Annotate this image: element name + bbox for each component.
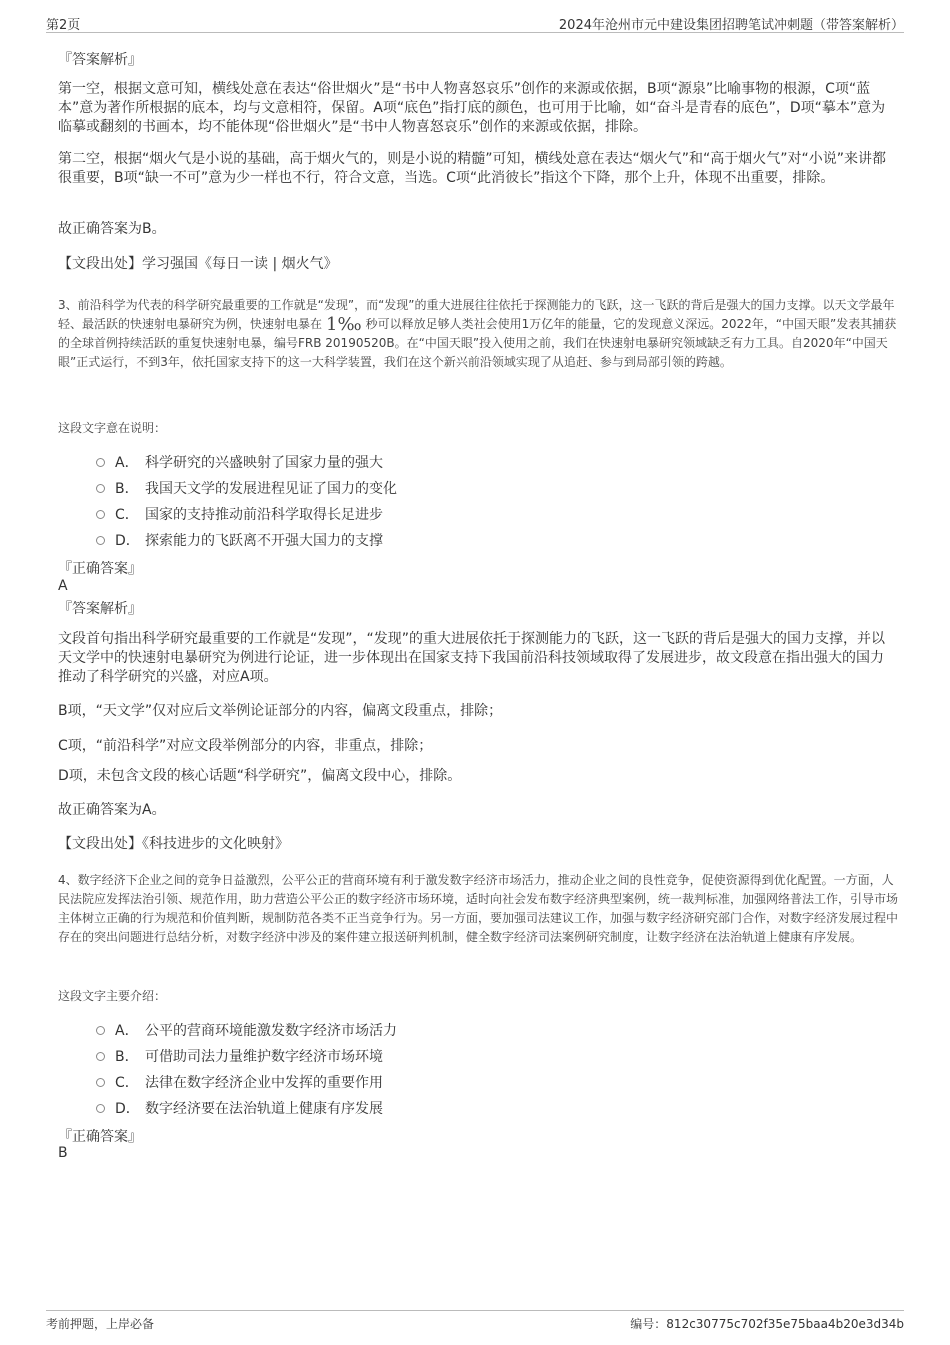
question-stem: 4、数字经济下企业之间的竞争日益激烈，公平公正的营商环境有利于激发数字经济市场活力，推动企业之间的良性竞争，促使资源得到优化配置。一方面，人民法院应发挥法治引领、规范作用，助力营造公平公正的数字经济市场环境，适时向社会发布数字经济典型案例，统一裁判标准，加强网络普法工作，引导市场主体树立正确的行为规范和价值判断，规制防范各类不正当竞争行为。另一方面，要加强司法建议工作，加强与数字经济研究部门合作，对数字经济发展过程中存在的突出问题进行总结分析，对数字经济中涉及的案件建立报送研判机制，健全数字经济司法案例研究制度，让数字经济在法治轨道上健康有序发展。 [58,873,899,944]
permil-value: 1‰ [326,314,362,335]
option-letter: B． [115,481,139,497]
correct-answer-tag: 『正确答案』 [58,1129,142,1145]
option-letter: A． [115,1023,139,1039]
question-prompt: 这段文字主要介绍： [58,989,167,1003]
analysis-tag: 『答案解析』 [58,52,142,68]
radio-button[interactable] [96,536,105,545]
radio-button[interactable] [96,1026,105,1035]
option-a[interactable] [96,452,383,472]
analysis-paragraph: B项，“天文学”仅对应后文举例论证部分的内容，偏离文段重点，排除； [58,703,503,719]
option-letter: C． [115,1075,139,1091]
radio-button[interactable] [96,484,105,493]
document-title: 2024年沧州市元中建设集团招聘笔试冲刺题（带答案解析） [558,18,904,33]
source-note: 【文段出处】学习强国《每日一读 | 烟火气》 [58,256,338,272]
question-prompt: 这段文字意在说明： [58,421,167,435]
radio-button[interactable] [96,1078,105,1087]
radio-button[interactable] [96,510,105,519]
correct-answer: A [58,578,68,594]
option-a[interactable] [96,1020,397,1040]
document-code: 编号：812c30775c702f35e75baa4b20e3d34b [630,1317,904,1331]
conclusion: 故正确答案为B。 [58,221,166,237]
option-text: 探索能力的飞跃离不开强大国力的支撑 [145,533,383,549]
radio-button[interactable] [96,458,105,467]
option-text: 数字经济要在法治轨道上健康有序发展 [145,1101,383,1117]
option-b[interactable] [96,1046,383,1066]
option-b[interactable] [96,478,397,498]
conclusion: 故正确答案为A。 [58,802,166,818]
page-header [46,12,904,33]
option-text: 科学研究的兴盛映射了国家力量的强大 [145,455,383,471]
option-c[interactable] [96,1072,383,1092]
option-text: 法律在数字经济企业中发挥的重要作用 [145,1075,383,1091]
analysis-paragraph: 第二空，根据“烟火气是小说的基础，高于烟火气的，则是小说的精髓”可知，横线处意在表达“烟火气”和“高于烟火气”对“小说”来讲都很重要，B项“缺一不可”意为少一样也不行，符合文意，当选。C项“此消彼长”指这个下降，那个上升，体现不出重要，排除。 [58,151,887,186]
option-c[interactable] [96,504,383,524]
option-letter: D． [115,533,140,549]
page-number: 第2页 [46,18,81,33]
analysis-paragraph: 第一空，根据文意可知，横线处意在表达“俗世烟火”是“书中人物喜怒哀乐”创作的来源或依据，B项“源泉”比喻事物的根源，C项“蓝本”意为著作所根据的底本，均与文意相符，保留。A项“底色”指打底的颜色，也可用于比喻，如“奋斗是青春的底色”，D项“摹本”意为临摹或翻刻的书画本，均不能体现“俗世烟火”是“书中人物喜怒哀乐”创作的来源或依据，排除。 [58,81,886,135]
option-text: 可借助司法力量维护数字经济市场环境 [145,1049,383,1065]
option-letter: B． [115,1049,139,1065]
analysis-paragraph: D项，未包含文段的核心话题“科学研究”，偏离文段中心，排除。 [58,768,462,784]
page-footer [46,1310,904,1335]
analysis-paragraph: C项，“前沿科学”对应文段举例部分的内容，非重点，排除； [58,738,433,754]
question-stem-part: 3、前沿科学为代表的科学研究最重要的工作就是“发现”，而“发现”的重大进展往往依托于探测能力的飞跃，这一飞跃的背后是强大的国力支撑。以天文学最年轻、最活跃的快速射电暴研究为例，快速射电暴在 [58,298,895,331]
option-d[interactable] [96,530,383,550]
correct-answer-tag: 『正确答案』 [58,561,142,577]
radio-button[interactable] [96,1052,105,1061]
question-stem-part: 秒可以释放足够人类社会使用1万亿年的能量，它的发现意义深远。2022年，“中国天眼”发表其捕获的全球首例持续活跃的重复快速射电暴，编号FRB 20190520B。在“中国天眼”投入使用之前，我们在快速射电暴研究领域缺乏有力工具。自2020年“中国天眼”正式运行，不到3年，依托国家支持下的这一大科学装置，我们在这个新兴前沿领域实现了从追赶、参与到局部引领的跨越。 [58,317,897,369]
source-note: 【文段出处】《科技进步的文化映射》 [58,836,289,852]
radio-button[interactable] [96,1104,105,1113]
analysis-tag: 『答案解析』 [58,601,142,617]
option-text: 我国天文学的发展进程见证了国力的变化 [145,481,397,497]
option-letter: A． [115,455,139,471]
option-text: 国家的支持推动前沿科学取得长足进步 [145,507,383,523]
option-letter: D． [115,1101,140,1117]
option-d[interactable] [96,1098,383,1118]
question-stem [58,296,898,372]
option-letter: C． [115,507,139,523]
footer-slogan: 考前押题，上岸必备 [46,1317,155,1331]
correct-answer: B [58,1145,68,1161]
analysis-paragraph: 文段首句指出科学研究最重要的工作就是“发现”，“发现”的重大进展依托于探测能力的飞跃，这一飞跃的背后是强大的国力支撑，并以天文学中的快速射电暴研究为例进行论证，进一步体现出在国家支持下我国前沿科技领域取得了发展进步，故文段意在指出强大的国力推动了科学研究的兴盛，对应A项。 [58,631,886,685]
option-text: 公平的营商环境能激发数字经济市场活力 [145,1023,397,1039]
